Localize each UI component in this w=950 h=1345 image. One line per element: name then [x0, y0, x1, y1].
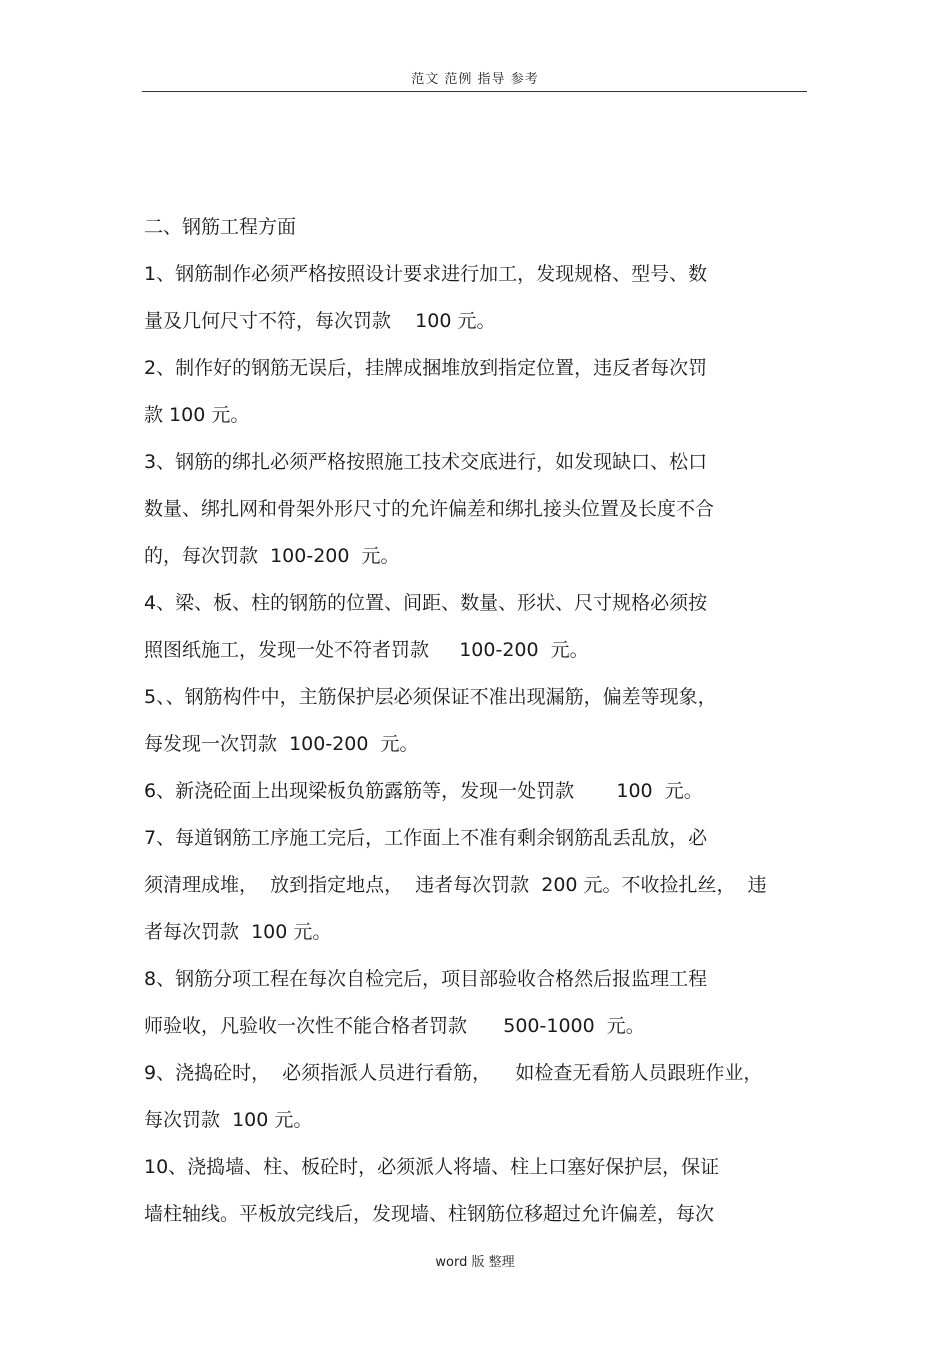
text-line: 数量、绑扎网和骨架外形尺寸的允许偏差和绑扎接头位置及长度不合 — [144, 498, 715, 520]
page-footer: word 版 整理 — [435, 1255, 515, 1270]
text-line: 墙柱轴线。平板放完线后，发现墙、柱钢筋位移超过允许偏差，每次 — [144, 1203, 715, 1225]
text-line: 每次罚款 100 元。 — [144, 1109, 313, 1131]
text-line: 8、钢筋分项工程在每次自检完后，项目部验收合格然后报监理工程 — [144, 968, 708, 990]
text-line: 须清理成堆， 放到指定地点， 违者每次罚款 200 元。不收捡扎丝， 违 — [144, 874, 767, 896]
page-header: 范文 范例 指导 参考 — [411, 72, 539, 87]
text-line: 5、、钢筋构件中，主筋保护层必须保证不准出现漏筋，偏差等现象， — [144, 686, 717, 708]
text-line: 4、梁、板、柱的钢筋的位置、间距、数量、形状、尺寸规格必须按 — [144, 592, 708, 614]
text-line: 的，每次罚款 100-200 元。 — [144, 545, 400, 567]
text-line: 1、钢筋制作必须严格按照设计要求进行加工，发现规格、型号、数 — [144, 263, 708, 285]
text-line: 照图纸施工，发现一处不符者罚款 100-200 元。 — [144, 639, 589, 661]
text-line: 3、钢筋的绑扎必须严格按照施工技术交底进行，如发现缺口、松口 — [144, 451, 708, 473]
text-line: 2、制作好的钢筋无误后，挂牌成捆堆放到指定位置，违反者每次罚 — [144, 357, 708, 379]
text-line: 6、新浇砼面上出现梁板负筋露筋等，发现一处罚款 100 元。 — [144, 780, 703, 802]
text-line: 7、每道钢筋工序施工完后，工作面上不准有剩余钢筋乱丢乱放，必 — [144, 827, 708, 849]
text-line: 款 100 元。 — [144, 404, 250, 426]
header-divider — [142, 91, 807, 92]
section-heading: 二、钢筋工程方面 — [144, 216, 297, 238]
text-line: 量及几何尺寸不符，每次罚款 100 元。 — [144, 310, 496, 332]
text-line: 9、浇捣砼时， 必须指派人员进行看筋， 如检查无看筋人员跟班作业， — [144, 1062, 763, 1084]
text-line: 师验收，凡验收一次性不能合格者罚款 500-1000 元。 — [144, 1015, 645, 1037]
text-line: 10、浇捣墙、柱、板砼时，必须派人将墙、柱上口塞好保护层，保证 — [144, 1156, 720, 1178]
text-line: 者每次罚款 100 元。 — [144, 921, 332, 943]
text-line: 每发现一次罚款 100-200 元。 — [144, 733, 419, 755]
